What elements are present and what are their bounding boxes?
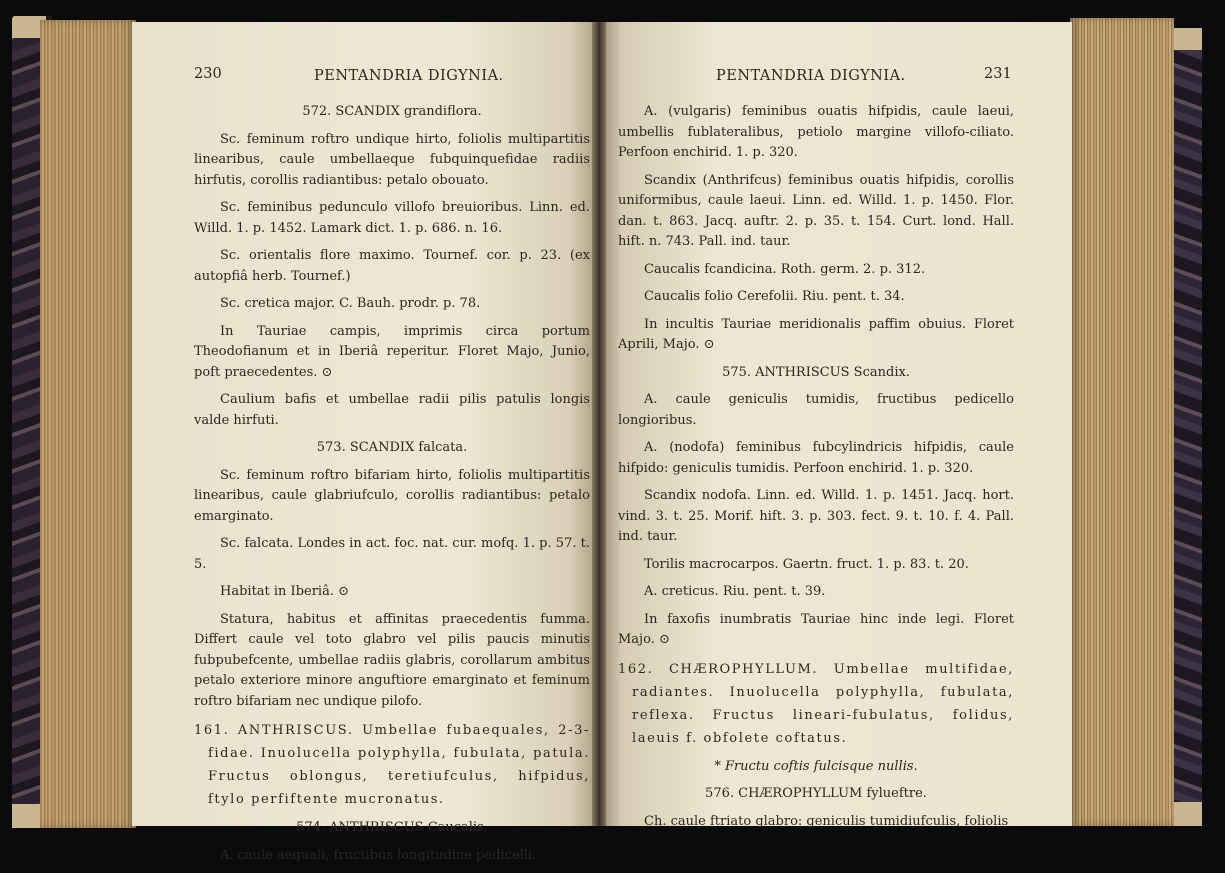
paragraph: A. (nodofa) feminibus fubcylindricis hifpidis, caule hifpido: geniculis tumidis. Perfoon enchirid. 1. p. 320. (618, 440, 1014, 476)
marbled-cover-right (1172, 28, 1202, 824)
paragraph: In Tauriae campis, imprimis circa portum Theodofianum et in Iberiâ reperitur. Floret Majo, Junio, poft praecedentes. ⊙ (194, 323, 590, 380)
book-gutter (592, 22, 606, 826)
left-page (132, 22, 598, 863)
paragraph: Torilis macrocarpos. Gaertn. fruct. 1. p. 83. t. 20. (644, 556, 969, 572)
text-column (618, 102, 1014, 839)
page-edges-left (40, 20, 136, 828)
species-heading: 574. ANTHRISCUS Caucalis. (296, 820, 488, 835)
paragraph: A. creticus. Riu. pent. t. 39. (644, 584, 826, 599)
paragraph: Caucalis folio Cerefolii. Riu. pent. t. 34. (644, 289, 905, 304)
paragraph: Scandix (Anthrifcus) feminibus ouatis hifpidis, corollis uniformibus, caule laeui. Linn. ed. Willd. 1. p. 1450. Flor. dan. t. 863. Jacq. auftr. 2. p. 35. t. 154. Curt. lond. Hall. hift. n. 743. Pall. ind. taur. (618, 172, 1014, 249)
paragraph: In incultis Tauriae meridionalis paffim obuius. Floret Aprili, Majo. ⊙ (618, 316, 1014, 352)
section-note: * Fructu coftis fulcisque nullis. (714, 758, 918, 774)
text-column (194, 102, 590, 873)
paragraph: Caulium bafis et umbellae radii pilis patulis longis valde hirfuti. (194, 392, 590, 428)
paragraph: Statura, habitus et affinitas praecedentis fumma. Differt caule vel toto glabro vel pilis paucis minutis fubpubefcente, umbellae radiis glabris, corollarum ambitus petalo exteriore minore anguftiore emarginato et feminum roftro bifariam nec undique pilofo. (194, 611, 590, 709)
paragraph: Caucalis fcandicina. Roth. germ. 2. p. 312. (644, 261, 926, 277)
paragraph: Sc. cretica major. C. Bauh. prodr. p. 78. (220, 296, 481, 311)
paragraph: Sc. orientalis flore maximo. Tournef. cor. p. 23. (ex autopfiâ herb. Tournef.) (194, 248, 590, 284)
paragraph: Ch. caule ftriato glabro: geniculis tumidiufculis, foliolis (644, 813, 1009, 829)
paragraph: Scandix nodofa. Linn. ed. Willd. 1. p. 1451. Jacq. hort. vind. 3. t. 25. Morif. hift. 3. p. 303. fect. 9. t. 10. f. 4. Pall. ind. taur. (618, 488, 1014, 544)
paragraph: Sc. falcata. Londes in act. foc. nat. cur. mofq. 1. p. 57. t. 5. (194, 536, 590, 572)
paragraph: A. caule aequali, fructibus longitudine pedicelli. (220, 847, 537, 863)
page-edges-right (1070, 18, 1174, 826)
genus-description: 162. CHÆROPHYLLUM. Umbellae multifidae, radiantes. Inuolucella polyphylla, fubulata, reflexa. Fructus lineari-fubulatus, folidus, laeuis f. obfolete coftatus. (618, 661, 1014, 746)
paragraph: Habitat in Iberiâ. ⊙ (220, 584, 349, 599)
genus-description: 161. ANTHRISCUS. Umbellae fubaequales, 2-3-fidae. Inuolucella polyphylla, fubulata, patula. Fructus oblongus, teretiufculus, hifpidus, ftylo perfiftente mucronatus. (194, 723, 590, 807)
species-heading: 576. CHÆROPHYLLUM fylueftre. (705, 786, 927, 801)
running-head: PENTANDRIA DIGYNIA. (716, 68, 906, 84)
paragraph: Sc. feminum roftro undique hirto, foliolis multipartitis linearibus, caule umbellaeque fubquinquefidae radiis hirfutis, corollis radiantibus: petalo obouato. (194, 131, 590, 188)
paragraph: In faxofis inumbratis Tauriae hinc inde legi. Floret Majo. ⊙ (618, 611, 1014, 647)
page-number: 231 (984, 66, 1012, 82)
right-page (598, 22, 1072, 829)
paragraph: A. (vulgaris) feminibus ouatis hifpidis, caule laeui, umbellis fublateralibus, petiolo margine villofo-ciliato. Perfoon enchirid. 1. p. 320. (618, 104, 1014, 160)
species-heading: 573. SCANDIX falcata. (316, 440, 468, 455)
species-heading: 575. ANTHRISCUS Scandix. (722, 364, 910, 380)
running-head: PENTANDRIA DIGYNIA. (314, 68, 504, 84)
paragraph: Sc. feminum roftro bifariam hirto, foliolis multipartitis linearibus, caule glabriufculo, corollis radiantibus: petalo emarginato. (194, 467, 590, 524)
species-heading: 572. SCANDIX grandiflora. (302, 104, 482, 119)
paragraph: A. caule geniculis tumidis, fructibus pedicello longioribus. (618, 392, 1014, 428)
paragraph: Sc. feminibus pedunculo villofo breuioribus. Linn. ed. Willd. 1. p. 1452. Lamark dict. 1. p. 686. n. 16. (194, 200, 590, 236)
page-number: 230 (194, 66, 222, 82)
